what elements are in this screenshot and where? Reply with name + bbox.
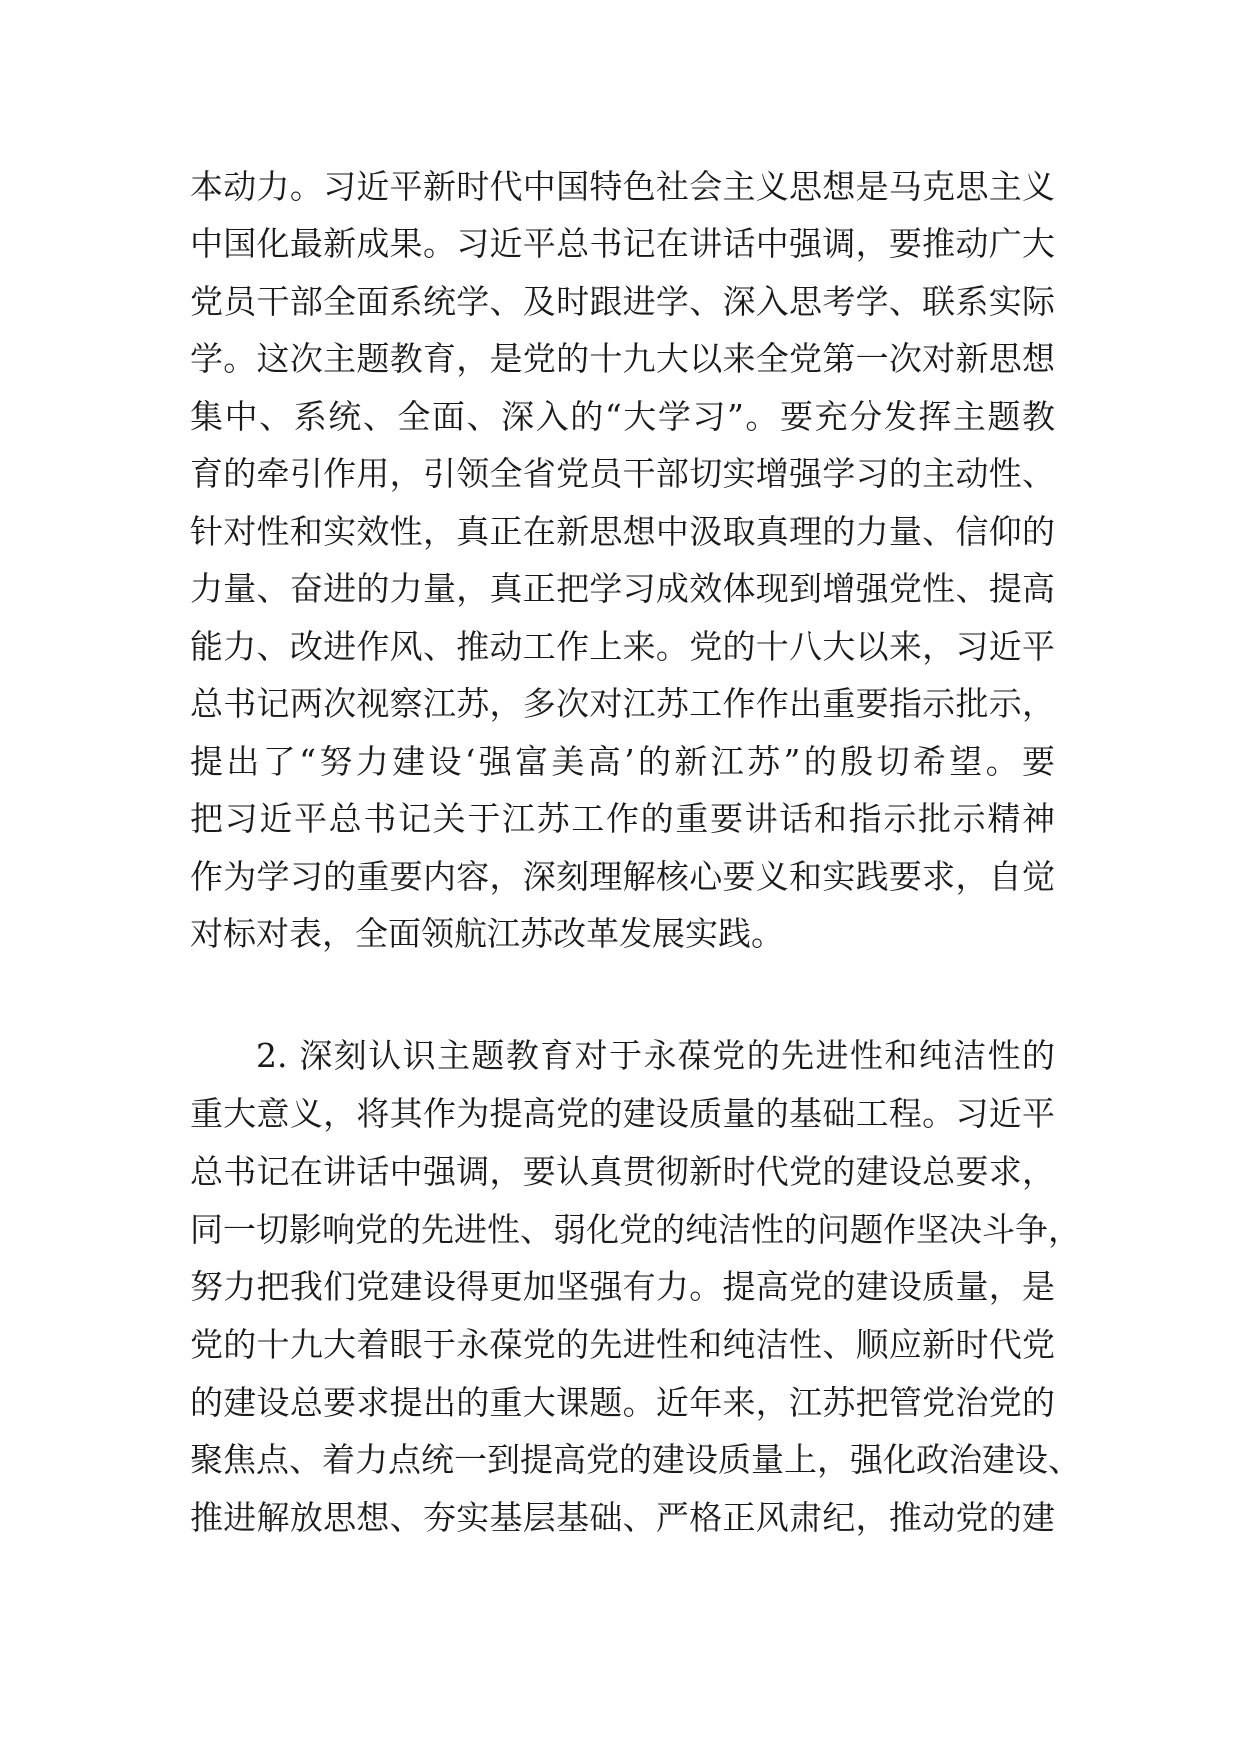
paragraph-2-line-4: 同一切影响党的先进性、弱化党的纯洁性的问题作坚决斗争， xyxy=(190,1210,1081,1249)
paragraph-2-line-1: 2. 深刻认识主题教育对于永葆党的先进性和纯洁性的 xyxy=(256,1036,1055,1075)
paragraph-1-line-4: 学。这次主题教育，是党的十九大以来全党第一次对新思想 xyxy=(190,339,1055,378)
paragraph-1-line-12: 把习近平总书记关于江苏工作的重要讲话和指示批示精神 xyxy=(190,799,1055,838)
paragraph-1-line-2: 中国化最新成果。习近平总书记在讲话中强调，要推动广大 xyxy=(190,224,1055,263)
paragraph-1-line-13: 作为学习的重要内容，深刻理解核心要义和实践要求，自觉 xyxy=(190,857,1055,896)
paragraph-1-line-8: 力量、奋进的力量，真正把学习成效体现到增强党性、提高 xyxy=(190,569,1055,608)
paragraph-1-line-10: 总书记两次视察江苏，多次对江苏工作作出重要指示批示， xyxy=(190,684,1055,723)
paragraph-2-line-7: 的建设总要求提出的重大课题。近年来，江苏把管党治党的 xyxy=(190,1383,1055,1422)
paragraph-1-line-1: 本动力。习近平新时代中国特色社会主义思想是马克思主义 xyxy=(190,167,1055,206)
paragraph-1-line-6: 育的牵引作用，引领全省党员干部切实增强学习的主动性、 xyxy=(190,454,1055,493)
paragraph-1-line-9: 能力、改进作风、推动工作上来。党的十八大以来，习近平 xyxy=(190,627,1055,666)
paragraph-2-line-9: 推进解放思想、夯实基层基础、严格正风肃纪，推动党的建 xyxy=(190,1498,1055,1537)
paragraph-1-line-14: 对标对表，全面领航江苏改革发展实践。 xyxy=(190,914,784,953)
paragraph-2-line-3: 总书记在讲话中强调，要认真贯彻新时代党的建设总要求， xyxy=(190,1152,1055,1191)
paragraph-1-line-7: 针对性和实效性，真正在新思想中汲取真理的力量、信仰的 xyxy=(190,512,1055,551)
paragraph-2-line-2: 重大意义，将其作为提高党的建设质量的基础工程。习近平 xyxy=(190,1094,1055,1133)
paragraph-1-line-11: 提出了“努力建设‘强富美高’的新江苏”的殷切希望。要 xyxy=(190,742,1055,781)
paragraph-1-line-5: 集中、系统、全面、深入的“大学习”。要充分发挥主题教 xyxy=(190,397,1055,436)
paragraph-1-line-3: 党员干部全面系统学、及时跟进学、深入思考学、联系实际 xyxy=(190,282,1055,321)
paragraph-2-line-8: 聚焦点、着力点统一到提高党的建设质量上，强化政治建设、 xyxy=(190,1440,1081,1479)
paragraph-2-line-6: 党的十九大着眼于永葆党的先进性和纯洁性、顺应新时代党 xyxy=(190,1325,1055,1364)
paragraph-2-line-5: 努力把我们党建设得更加坚强有力。提高党的建设质量，是 xyxy=(190,1267,1055,1306)
